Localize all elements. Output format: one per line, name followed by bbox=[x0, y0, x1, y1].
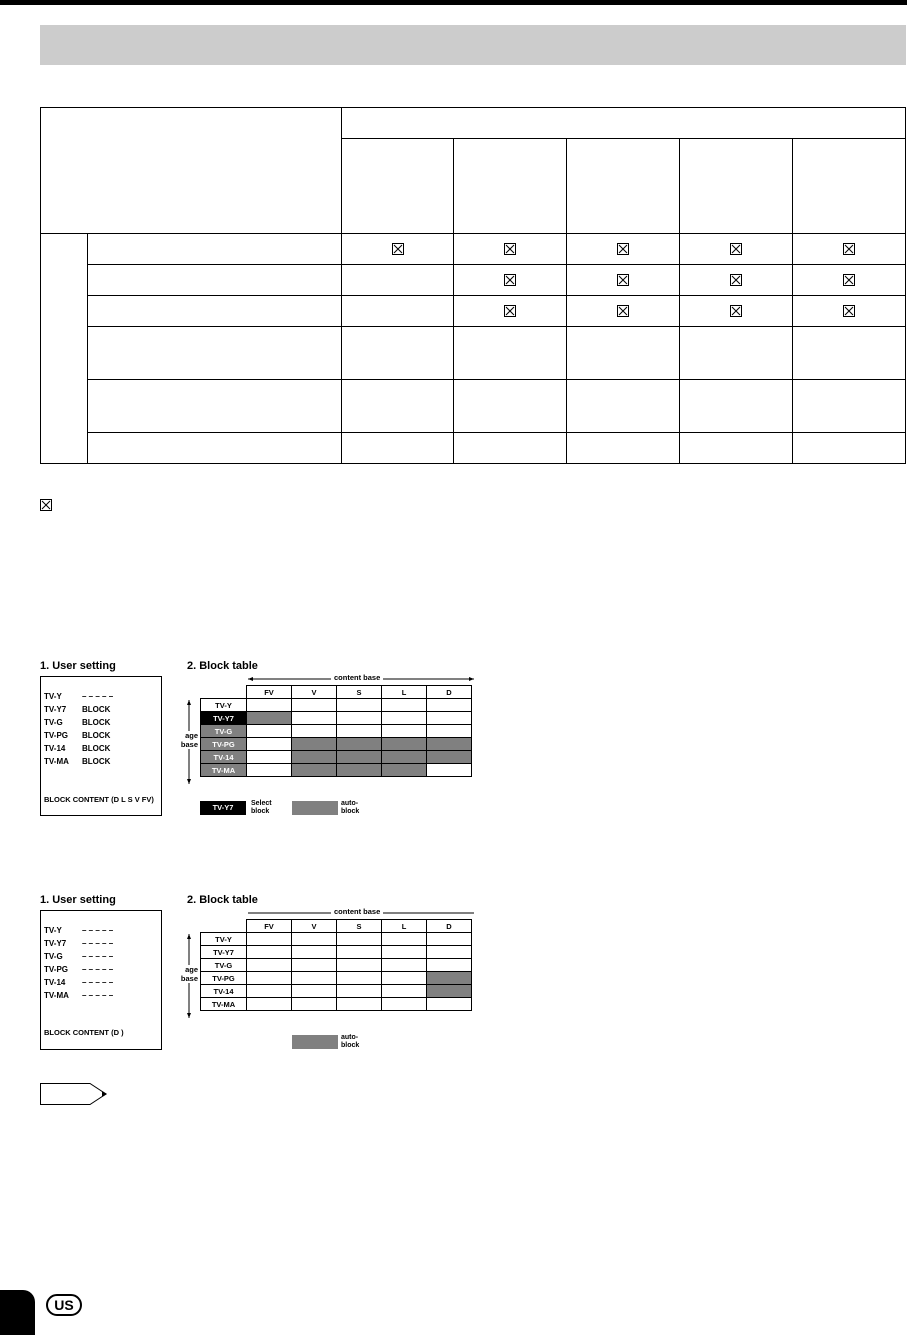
checked-box-icon bbox=[843, 243, 855, 255]
mark-cell bbox=[567, 380, 680, 433]
block-table-title: 2. Block table bbox=[187, 660, 258, 672]
block-table-title: 2. Block table bbox=[187, 894, 258, 906]
rating-row-header: TV-Y7 bbox=[201, 946, 247, 959]
block-cell bbox=[382, 725, 427, 738]
rating-row-header: TV-G bbox=[201, 959, 247, 972]
block-cell bbox=[427, 933, 472, 946]
block-cell bbox=[382, 998, 427, 1011]
user-setting-row: TV-PG BLOCK bbox=[44, 731, 111, 740]
block-cell bbox=[427, 959, 472, 972]
block-cell bbox=[337, 998, 382, 1011]
table-corner-header bbox=[41, 108, 342, 234]
row-label bbox=[87, 327, 341, 380]
row-label bbox=[87, 380, 341, 433]
auto-block-cell bbox=[292, 738, 337, 751]
column-header: S bbox=[337, 920, 382, 933]
auto-block-cell bbox=[337, 751, 382, 764]
block-cell bbox=[337, 972, 382, 985]
auto-block-cell bbox=[427, 985, 472, 998]
user-setting-box bbox=[40, 676, 162, 816]
table-row bbox=[41, 234, 906, 265]
age-base-label: age base bbox=[164, 965, 198, 983]
rating-row-header-auto: TV-14 bbox=[201, 751, 247, 764]
checked-box-icon bbox=[392, 243, 404, 255]
block-cell bbox=[247, 764, 292, 777]
mark-cell bbox=[680, 380, 793, 433]
checked-box-icon bbox=[504, 274, 516, 286]
table-row bbox=[41, 327, 906, 380]
section-header-bar bbox=[40, 25, 906, 65]
mark-cell bbox=[793, 327, 906, 380]
block-cell bbox=[247, 751, 292, 764]
block-content-text: BLOCK CONTENT (D ) bbox=[44, 1028, 124, 1037]
block-cell bbox=[337, 725, 382, 738]
column-header bbox=[341, 139, 454, 234]
user-setting-box bbox=[40, 910, 162, 1050]
rating-row-header: TV-MA bbox=[201, 998, 247, 1011]
content-base-label: content base bbox=[331, 673, 383, 682]
table-group-header bbox=[341, 108, 905, 139]
block-cell bbox=[247, 998, 292, 1011]
user-setting-row: TV-Y – – – – – bbox=[44, 926, 114, 935]
mark-cell bbox=[454, 296, 567, 327]
rating-row-header-auto: TV-MA bbox=[201, 764, 247, 777]
block-cell bbox=[427, 699, 472, 712]
ratings-table bbox=[40, 107, 906, 464]
row-label bbox=[87, 265, 341, 296]
legend-select-text: Select block bbox=[251, 800, 272, 815]
table-row bbox=[41, 380, 906, 433]
user-setting-row: TV-G BLOCK bbox=[44, 718, 111, 727]
column-header: V bbox=[292, 920, 337, 933]
mark-cell bbox=[454, 265, 567, 296]
mark-cell bbox=[341, 265, 454, 296]
mark-cell bbox=[680, 234, 793, 265]
block-cell bbox=[247, 959, 292, 972]
block-cell bbox=[292, 699, 337, 712]
block-table-2 bbox=[200, 919, 472, 1011]
mark-cell bbox=[793, 296, 906, 327]
checked-box-icon bbox=[617, 274, 629, 286]
block-cell bbox=[337, 699, 382, 712]
auto-block-cell bbox=[382, 764, 427, 777]
auto-block-cell bbox=[337, 738, 382, 751]
region-badge: US bbox=[46, 1294, 82, 1316]
block-cell bbox=[382, 933, 427, 946]
checked-box-icon bbox=[617, 305, 629, 317]
mark-cell bbox=[793, 234, 906, 265]
auto-block-cell bbox=[427, 972, 472, 985]
top-rule bbox=[0, 0, 907, 5]
auto-block-cell bbox=[247, 712, 292, 725]
mark-cell bbox=[454, 433, 567, 464]
auto-block-cell bbox=[337, 764, 382, 777]
column-header: S bbox=[337, 686, 382, 699]
page-number-tab bbox=[0, 1290, 35, 1335]
column-header bbox=[793, 139, 906, 234]
mark-cell bbox=[793, 265, 906, 296]
block-cell bbox=[247, 725, 292, 738]
block-cell bbox=[427, 725, 472, 738]
rating-row-header-selected: TV-Y7 bbox=[201, 712, 247, 725]
mark-cell bbox=[454, 234, 567, 265]
mark-cell bbox=[567, 433, 680, 464]
mark-cell bbox=[454, 380, 567, 433]
user-setting-row: TV-G – – – – – bbox=[44, 952, 114, 961]
block-cell bbox=[247, 946, 292, 959]
block-cell bbox=[337, 959, 382, 972]
legend-auto-text: auto- block bbox=[341, 1034, 360, 1049]
user-setting-title: 1. User setting bbox=[40, 894, 116, 906]
mark-cell bbox=[341, 234, 454, 265]
block-cell bbox=[427, 712, 472, 725]
column-header: D bbox=[427, 686, 472, 699]
block-cell bbox=[247, 972, 292, 985]
block-cell bbox=[337, 946, 382, 959]
column-header: FV bbox=[247, 686, 292, 699]
block-cell bbox=[292, 998, 337, 1011]
block-content-text: BLOCK CONTENT (D L S V FV) bbox=[44, 795, 154, 804]
auto-block-cell bbox=[292, 751, 337, 764]
legend-select-swatch: TV-Y7 bbox=[200, 801, 246, 815]
checked-box-icon bbox=[504, 243, 516, 255]
mark-cell bbox=[567, 327, 680, 380]
mark-cell bbox=[341, 296, 454, 327]
rating-row-header: TV-PG bbox=[201, 972, 247, 985]
column-header: V bbox=[292, 686, 337, 699]
block-cell bbox=[382, 972, 427, 985]
user-setting-row: TV-14 BLOCK bbox=[44, 744, 111, 753]
checked-box-icon bbox=[730, 305, 742, 317]
mark-cell bbox=[680, 433, 793, 464]
legend-auto-swatch bbox=[292, 801, 338, 815]
block-cell bbox=[337, 985, 382, 998]
column-header bbox=[680, 139, 793, 234]
block-cell bbox=[382, 959, 427, 972]
row-label bbox=[87, 234, 341, 265]
auto-block-cell bbox=[382, 751, 427, 764]
mark-cell bbox=[341, 327, 454, 380]
rating-row-header-auto: TV-PG bbox=[201, 738, 247, 751]
block-cell bbox=[382, 985, 427, 998]
block-cell bbox=[337, 712, 382, 725]
rating-row-header: TV-14 bbox=[201, 985, 247, 998]
block-cell bbox=[427, 764, 472, 777]
rating-row-header: TV-Y bbox=[201, 699, 247, 712]
block-cell bbox=[247, 985, 292, 998]
mark-cell bbox=[680, 296, 793, 327]
mark-cell bbox=[567, 296, 680, 327]
rating-row-header: TV-Y bbox=[201, 933, 247, 946]
user-setting-row: TV-PG – – – – – bbox=[44, 965, 114, 974]
mark-cell bbox=[680, 327, 793, 380]
user-setting-row: TV-Y7 – – – – – bbox=[44, 939, 114, 948]
legend-auto-text: auto- block bbox=[341, 800, 360, 815]
block-cell bbox=[427, 998, 472, 1011]
mark-cell bbox=[454, 327, 567, 380]
mark-cell bbox=[680, 265, 793, 296]
block-cell bbox=[247, 933, 292, 946]
block-cell bbox=[292, 712, 337, 725]
block-cell bbox=[247, 699, 292, 712]
age-base-label: age base bbox=[164, 731, 198, 749]
user-setting-row: TV-MA – – – – – bbox=[44, 991, 114, 1000]
column-header: L bbox=[382, 686, 427, 699]
table-row bbox=[41, 265, 906, 296]
block-cell bbox=[382, 699, 427, 712]
content-base-label: content base bbox=[331, 907, 383, 916]
block-cell bbox=[292, 725, 337, 738]
mark-cell bbox=[793, 433, 906, 464]
row-group-header bbox=[41, 234, 88, 464]
auto-block-cell bbox=[292, 764, 337, 777]
checked-box-icon bbox=[730, 243, 742, 255]
row-label bbox=[87, 433, 341, 464]
block-cell bbox=[292, 972, 337, 985]
column-header bbox=[567, 139, 680, 234]
legend-checkbox-icon bbox=[40, 498, 52, 516]
checked-box-icon bbox=[730, 274, 742, 286]
mark-cell bbox=[341, 433, 454, 464]
checked-box-icon bbox=[843, 305, 855, 317]
note-arrow-icon bbox=[40, 1083, 108, 1105]
user-setting-title: 1. User setting bbox=[40, 660, 116, 672]
auto-block-cell bbox=[427, 738, 472, 751]
block-cell bbox=[427, 946, 472, 959]
mark-cell bbox=[567, 234, 680, 265]
checked-box-icon bbox=[843, 274, 855, 286]
user-setting-row: TV-Y7 BLOCK bbox=[44, 705, 111, 714]
table-row bbox=[41, 433, 906, 464]
block-cell bbox=[382, 712, 427, 725]
column-header: FV bbox=[247, 920, 292, 933]
row-label bbox=[87, 296, 341, 327]
block-cell bbox=[382, 946, 427, 959]
block-table-1 bbox=[200, 685, 472, 777]
auto-block-cell bbox=[427, 751, 472, 764]
checked-box-icon bbox=[617, 243, 629, 255]
mark-cell bbox=[341, 380, 454, 433]
user-setting-row: TV-MA BLOCK bbox=[44, 757, 111, 766]
legend-auto-swatch bbox=[292, 1035, 338, 1049]
column-header: D bbox=[427, 920, 472, 933]
mark-cell bbox=[567, 265, 680, 296]
user-setting-row: TV-14 – – – – – bbox=[44, 978, 114, 987]
user-setting-row: TV-Y – – – – – bbox=[44, 692, 114, 701]
mark-cell bbox=[793, 380, 906, 433]
block-cell bbox=[292, 946, 337, 959]
rating-row-header-auto: TV-G bbox=[201, 725, 247, 738]
block-cell bbox=[337, 933, 382, 946]
checked-box-icon bbox=[504, 305, 516, 317]
auto-block-cell bbox=[382, 738, 427, 751]
block-cell bbox=[292, 985, 337, 998]
column-header bbox=[454, 139, 567, 234]
block-cell bbox=[292, 933, 337, 946]
block-cell bbox=[247, 738, 292, 751]
table-row bbox=[41, 296, 906, 327]
column-header: L bbox=[382, 920, 427, 933]
block-cell bbox=[292, 959, 337, 972]
